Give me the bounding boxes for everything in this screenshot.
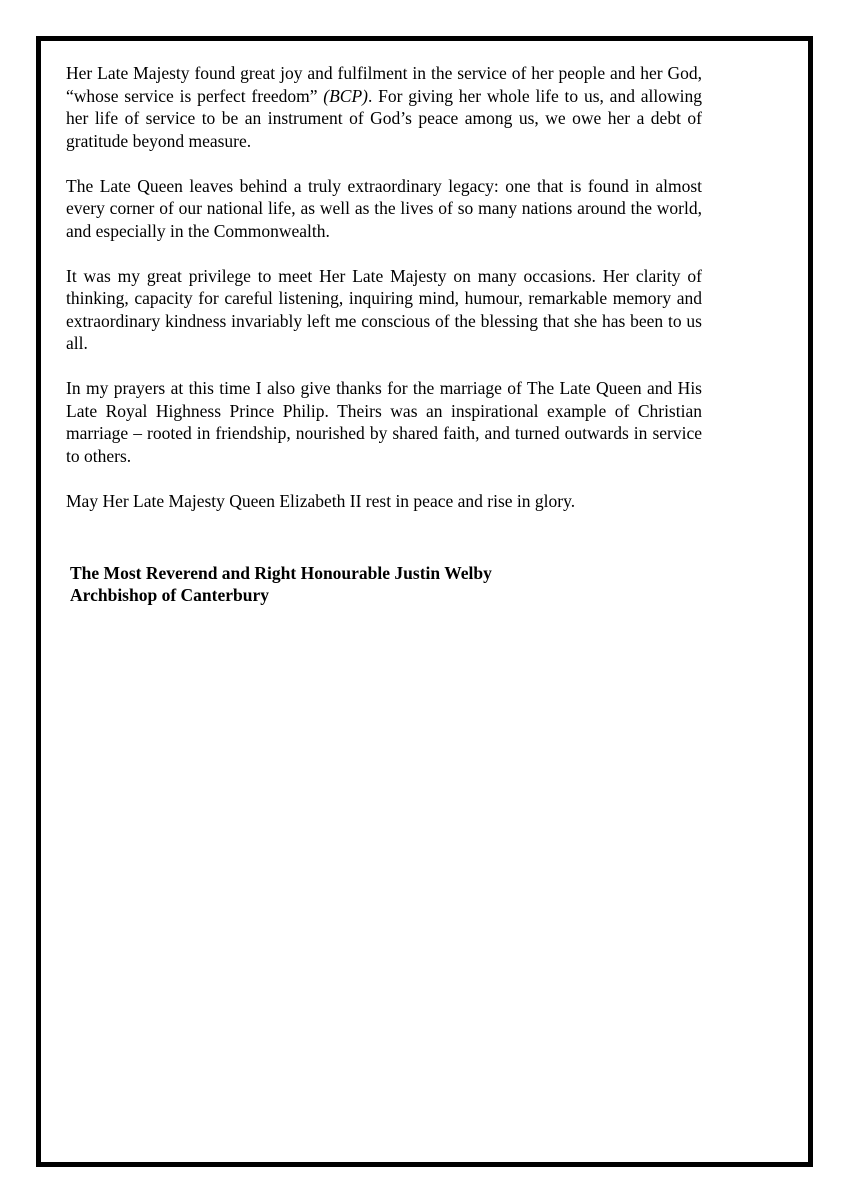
paragraph-1-text-b: . For giving her whole life to us, and allowing her life of service to be an instrument of God’s peace among us, we owe her a debt of gratitude beyond measure. [66, 85, 702, 151]
signatory-title: Archbishop of Canterbury [70, 585, 270, 605]
document-body [66, 62, 702, 535]
paragraph-5: May Her Late Majesty Queen Elizabeth II rest in peace and rise in glory. [66, 490, 576, 511]
paragraph-1 [66, 62, 702, 152]
paragraph-1-text-a: Her Late Majesty found great joy and fulfilment in the service of her people and her God, “whose service is perfect freedom” [66, 63, 702, 106]
signature-block [70, 562, 492, 606]
paragraph-3: It was my great privilege to meet Her Late Majesty on many occasions. Her clarity of thinking, capacity for careful listening, inquiring mind, humour, remarkable memory and extraordinary kindness invariably left me conscious of the blessing that she has been to us all. [66, 265, 702, 353]
signatory-name: The Most Reverend and Right Honourable Justin Welby [70, 563, 492, 583]
paragraph-4: In my prayers at this time I also give thanks for the marriage of The Late Queen and His Late Royal Highness Prince Philip. Theirs was an inspirational example of Christian marriage – rooted in friendship, nourished by shared faith, and turned outwards in service to others. [66, 378, 702, 466]
paragraph-2: The Late Queen leaves behind a truly extraordinary legacy: one that is found in almost every corner of our national life, as well as the lives of so many nations around the world, and especially in the Commonwealth. [66, 175, 702, 241]
bcp-citation: (BCP) [323, 85, 368, 106]
